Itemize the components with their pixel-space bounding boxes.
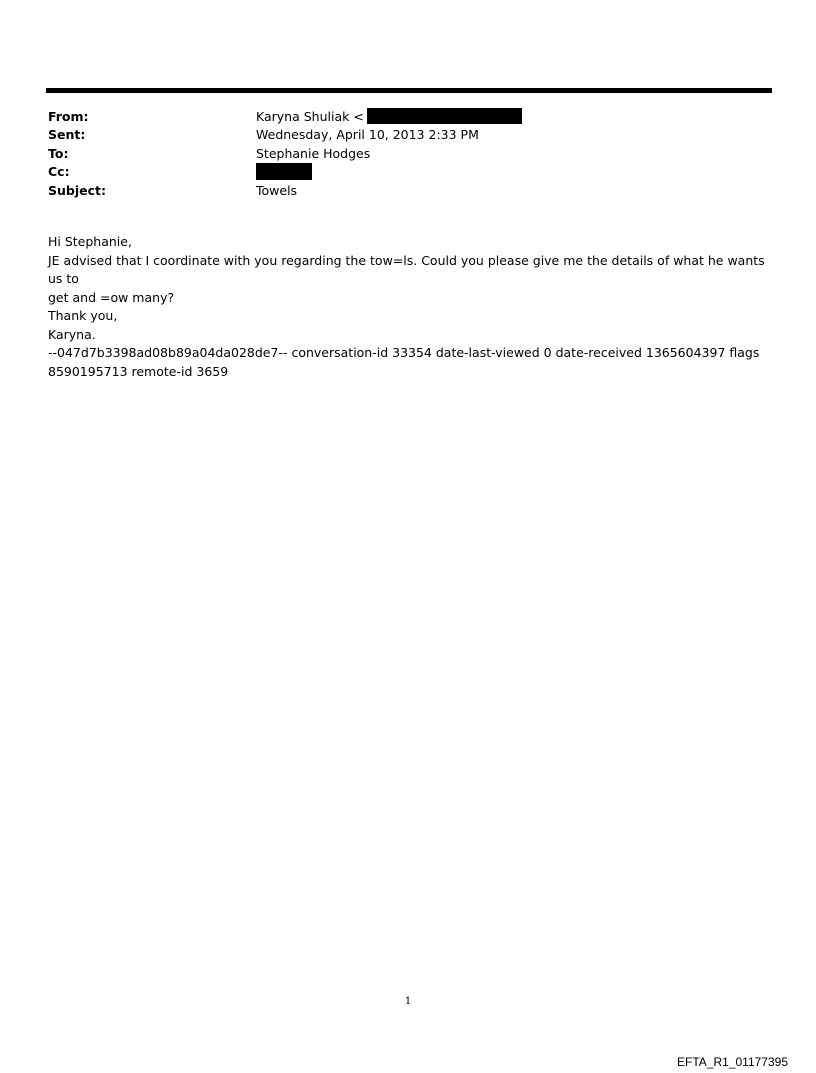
body-line: 8590195713 remote-id 3659 <box>48 363 229 379</box>
to-value: Stephanie Hodges <box>256 145 371 161</box>
subject-label: Subject: <box>48 182 106 198</box>
from-value: Karyna Shuliak < <box>256 108 364 124</box>
to-row <box>48 144 768 163</box>
body-line: get and =ow many? <box>48 289 175 305</box>
body-line: Karyna. <box>48 326 96 342</box>
cc-value-container <box>256 163 312 180</box>
redaction-box <box>256 163 312 180</box>
body-line: JE advised that I coordinate with you regarding the tow=ls. Could you please give me the details of what he wants us to <box>48 252 769 286</box>
email-body <box>48 233 778 381</box>
from-value-container <box>256 108 522 124</box>
redaction-box <box>367 108 522 124</box>
subject-value: Towels <box>256 182 298 198</box>
to-label: To: <box>48 145 69 161</box>
cc-row <box>48 163 768 182</box>
sent-row <box>48 126 768 145</box>
sent-value: Wednesday, April 10, 2013 2:33 PM <box>256 127 479 143</box>
cc-label: Cc: <box>48 164 70 180</box>
document-id: EFTA_R1_01177395 <box>677 1055 788 1069</box>
from-row <box>48 107 768 126</box>
body-line: Hi Stephanie, <box>48 234 132 249</box>
header-divider <box>46 88 772 93</box>
from-label: From: <box>48 108 89 124</box>
body-line: --047d7b3398ad08b89a04da028de7-- conversation-id 33354 date-last-viewed 0 date-received 1365604397 flags <box>48 345 760 360</box>
sent-label: Sent: <box>48 127 86 143</box>
page-number: 1 <box>404 996 412 1007</box>
email-header <box>48 107 768 200</box>
subject-row <box>48 181 768 200</box>
body-line: Thank you, <box>48 308 118 323</box>
